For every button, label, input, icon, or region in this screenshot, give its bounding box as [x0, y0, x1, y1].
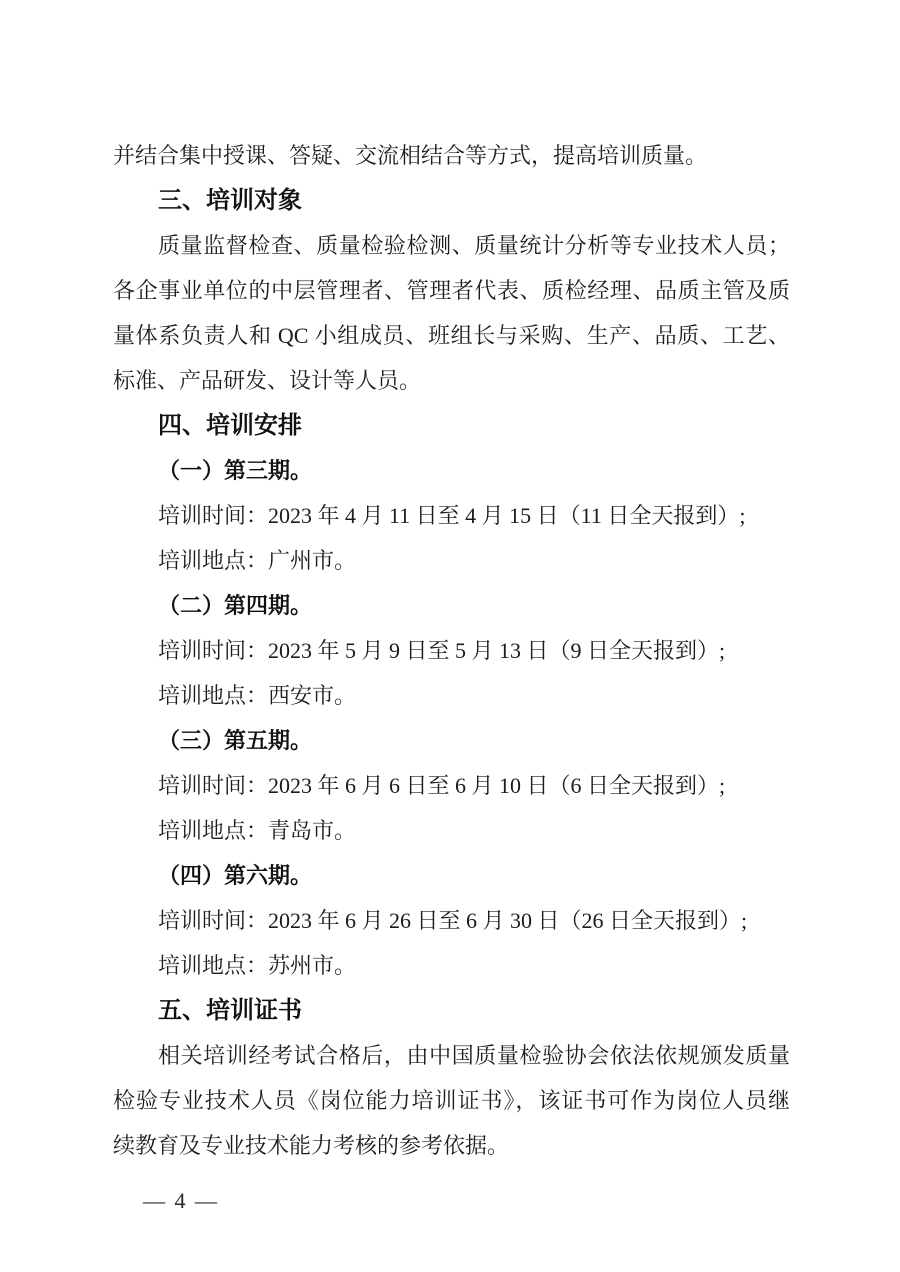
- body-line-training-location: 培训地点：广州市。: [158, 548, 357, 573]
- body-line-training-time: 培训时间：2023 年 4 月 11 日至 4 月 15 日（11 日全天报到）;: [158, 503, 746, 528]
- body-line: 各企事业单位的中层管理者、管理者代表、质检经理、品质主管及质: [113, 278, 790, 303]
- subsection-heading-session-5: （三）第五期。: [158, 728, 313, 753]
- body-line: 标准、产品研发、设计等人员。: [113, 368, 422, 393]
- body-line-training-time: 培训时间：2023 年 6 月 6 日至 6 月 10 日（6 日全天报到）;: [158, 773, 726, 798]
- section-heading-training-certificate: 五、培训证书: [158, 997, 302, 1024]
- subsection-heading-session-4: （二）第四期。: [158, 593, 313, 618]
- section-heading-training-targets: 三、培训对象: [158, 187, 302, 214]
- body-line-training-time: 培训时间：2023 年 5 月 9 日至 5 月 13 日（9 日全天报到）;: [158, 638, 726, 663]
- section-heading-training-schedule: 四、培训安排: [158, 412, 302, 439]
- body-line-training-time: 培训时间：2023 年 6 月 26 日至 6 月 30 日（26 日全天报到）;: [158, 908, 748, 933]
- body-line: 并结合集中授课、答疑、交流相结合等方式，提高培训质量。: [113, 143, 708, 168]
- body-line: 量体系负责人和 QC 小组成员、班组长与采购、生产、品质、工艺、: [113, 323, 790, 348]
- body-line: 续教育及专业技术能力考核的参考依据。: [113, 1133, 510, 1158]
- body-line: 相关培训经考试合格后，由中国质量检验协会依法依规颁发质量: [158, 1043, 790, 1068]
- body-line-training-location: 培训地点：西安市。: [158, 683, 357, 708]
- page-number: — 4 —: [143, 1188, 219, 1213]
- body-line-training-location: 培训地点：青岛市。: [158, 818, 357, 843]
- body-line: 质量监督检查、质量检验检测、质量统计分析等专业技术人员；: [158, 233, 790, 258]
- body-line: 检验专业技术人员《岗位能力培训证书》，该证书可作为岗位人员继: [113, 1088, 790, 1113]
- body-line-training-location: 培训地点：苏州市。: [158, 953, 357, 978]
- subsection-heading-session-3: （一）第三期。: [158, 458, 313, 483]
- subsection-heading-session-6: （四）第六期。: [158, 863, 313, 888]
